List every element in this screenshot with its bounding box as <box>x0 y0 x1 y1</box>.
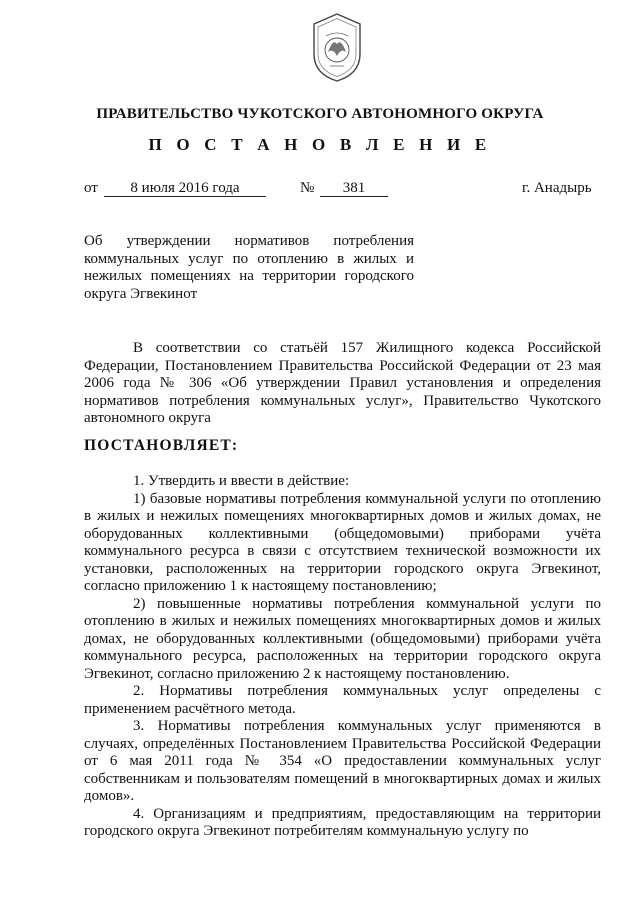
list-item: 2. Нормативы потребления коммунальных услуг определены с применением расчётного метода. <box>84 683 601 717</box>
list-item: 1) базовые нормативы потребления коммунальной услуги по отоплению в жилых и нежилых помещениях многоквартирных домов и жилых домах, не оборудованных коллективными (общедомовыми) приборами учёта коммунального ресурса в связи с отсутствием технической возможности их установки, расположенных на территории городского округа Эгвекинот, согласно приложению 1 к настоящему постановлению; <box>84 490 601 594</box>
document-subject: Об утверждении нормативов потребления коммунальных услуг по отоплению в жилых и нежилых помещениях на территории городского округа Эгвекинот <box>84 233 414 302</box>
resolution-items <box>84 473 601 841</box>
document-number: 381 <box>320 180 388 197</box>
list-item: 2) повышенные нормативы потребления коммунальной услуги по отоплению в жилых и нежилых помещениях многоквартирных домов и жилых домах, не оборудованных коллективными (общедомовыми) приборами учёта коммунального ресурса, расположенных на территории городского округа Эгвекинот, согласно приложению 2 к настоящему постановлению. <box>84 595 601 682</box>
document-date: 8 июля 2016 года <box>104 180 266 197</box>
resolves-heading: ПОСТАНОВЛЯЕТ: <box>84 437 239 454</box>
government-title: ПРАВИТЕЛЬСТВО ЧУКОТСКОГО АВТОНОМНОГО ОКРУГА <box>96 106 544 122</box>
preamble-paragraph: В соответствии со статьёй 157 Жилищного кодекса Российской Федерации, Постановлением Правительства Российской Федерации от 23 мая 2006 года № 306 «Об утверждении Правил установления и определения нормативов потребления коммунальных услуг», Правительство Чукотского автономного округа <box>84 340 601 426</box>
list-item: 1. Утвердить и ввести в действие: <box>133 473 350 489</box>
preamble <box>84 340 601 428</box>
document-type: П О С Т А Н О В Л Е Н И Е <box>148 135 492 154</box>
number-label: № <box>300 180 315 196</box>
date-label: от <box>84 180 98 196</box>
list-item: 4. Организациям и предприятиям, предоставляющим на территории городского округа Эгвекинот потребителям коммунальную услугу по <box>84 805 601 839</box>
coat-of-arms-icon <box>308 10 366 84</box>
document-city: г. Анадырь <box>522 180 592 196</box>
list-item: 3. Нормативы потребления коммунальных услуг применяются в случаях, определённых Постановлением Правительства Российской Федерации от 6 мая 2011 года № 354 «О предоставлении коммунальных услуг собственникам и пользователям помещений в многоквартирных домах и жилых домов». <box>84 718 601 804</box>
